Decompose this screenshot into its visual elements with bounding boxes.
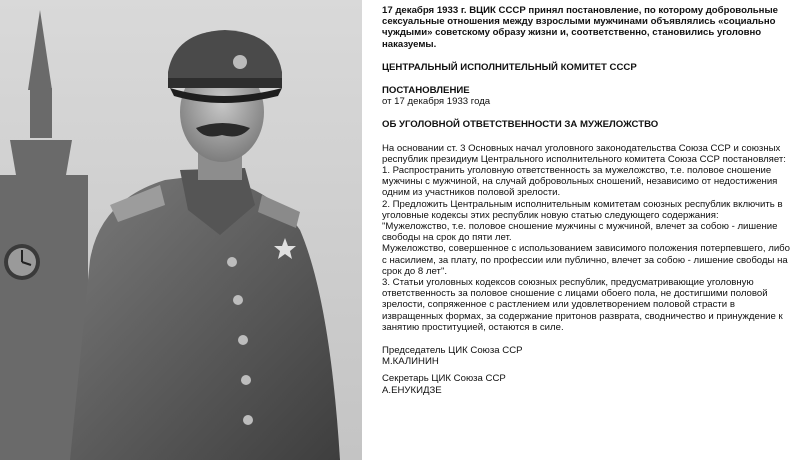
point-3: 3. Статьи уголовных кодексов союзных республик, предусматривающие уголовную ответственность за половое сношение с лицами обоего пола, не достигшими половой зрелости, сопряженное с растлением или удовлетворением половой страсти в извращенных формах, за содержание притонов разврата, сводничество и принуждение к занятию проституцией, остаются в силе.	[382, 277, 783, 333]
chairman-name: М.КАЛИНИН	[382, 356, 439, 368]
decree-subject: ОБ УГОЛОВНОЙ ОТВЕТСТВЕННОСТИ ЗА МУЖЕЛОЖСТВО	[382, 119, 659, 131]
committee-heading: ЦЕНТРАЛЬНЫЙ ИСПОЛНИТЕЛЬНЫЙ КОМИТЕТ СССР	[382, 61, 637, 73]
portrait-illustration	[0, 0, 362, 460]
secretary-title: Секретарь ЦИК Союза ССР	[382, 373, 506, 385]
intro-paragraph: 17 декабря 1933 г. ВЦИК СССР принял постановление, по которому добровольные сексуальные отношения между взрослыми мужчинами объявлялись «социально чуждыми» советскому образу жизни и, соответственно, становились уголовно наказуемы.	[382, 5, 779, 50]
doc-type-heading: ПОСТАНОВЛЕНИЕ	[382, 85, 470, 97]
portrait-photo	[0, 0, 362, 460]
quote-2: Мужеложство, совершенное с использованием зависимого положения потерпевшего, либо с насилием, за плату, по профессии или публично, влечет за собою - лишение свободы на срок до 8 лет".	[382, 243, 791, 277]
cap-badge-icon	[233, 55, 247, 69]
secretary-name: А.ЕНУКИДЗЕ	[382, 384, 442, 396]
quote-1: "Мужеложство, т.е. половое сношение мужчины с мужчиной, влечет за собою - лишение свободы на срок до пяти лет.	[382, 221, 778, 244]
preamble: На основании ст. 3 Основных начал уголовного законодательства Союза ССР и союзных республик президиум Центрального исполнительного комитета Союза ССР постановляет:	[382, 142, 786, 165]
decree-date: от 17 декабря 1933 года	[382, 96, 491, 108]
decree-text	[382, 5, 794, 396]
point-2: 2. Предложить Центральным исполнительным комитетам союзных республик включить в уголовные кодексы этих республик новую статью следующего содержания:	[382, 198, 783, 221]
chairman-title: Председатель ЦИК Союза ССР	[382, 345, 523, 357]
point-1: 1. Распространить уголовную ответственность за мужеложство, т.е. половое сношение мужчины с мужчиной, на случай добровольных сношений, независимо от недостижения одним из участников половой зрелости.	[382, 165, 778, 199]
